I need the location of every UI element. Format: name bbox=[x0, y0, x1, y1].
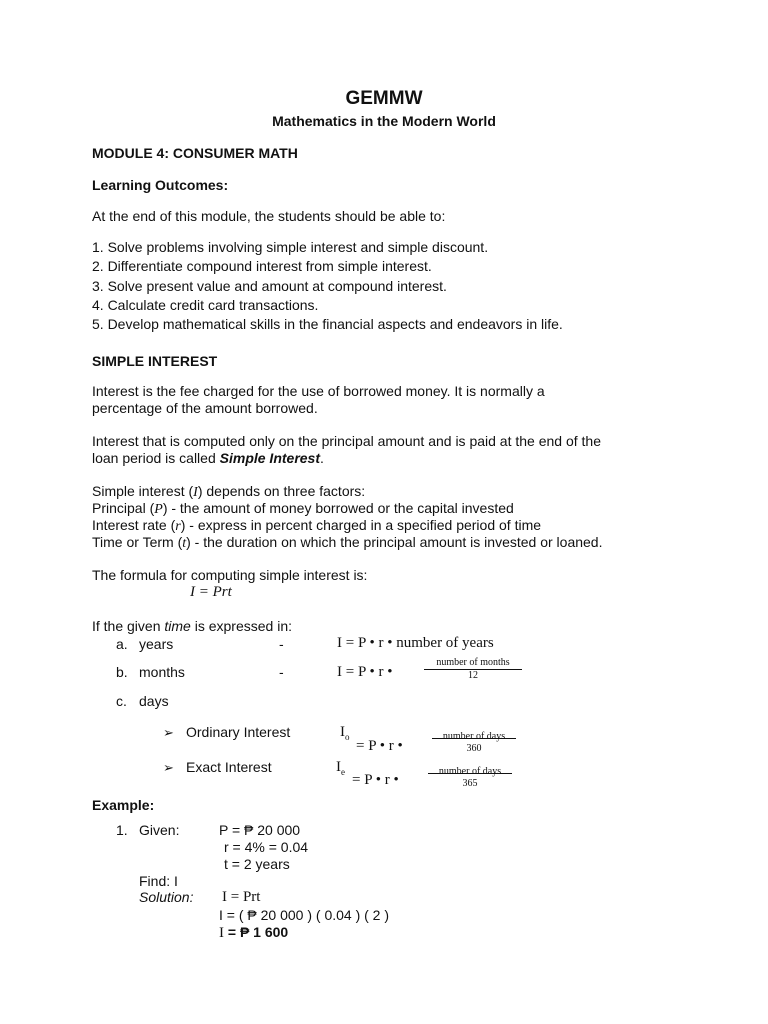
case-label: c. bbox=[116, 693, 127, 709]
outcome-item: 4. Calculate credit card transactions. bbox=[92, 297, 319, 313]
case-text: years bbox=[139, 636, 174, 652]
text-fragment: If the given bbox=[92, 618, 165, 634]
text-fragment: Interest rate ( bbox=[92, 517, 176, 533]
section-heading: SIMPLE INTEREST bbox=[92, 353, 218, 369]
symbol-subscript: e bbox=[341, 767, 345, 777]
document-subtitle: Mathematics in the Modern World bbox=[272, 113, 496, 129]
module-heading: MODULE 4: CONSUMER MATH bbox=[92, 145, 298, 161]
case-text: days bbox=[139, 693, 169, 709]
exact-interest-symbol bbox=[336, 759, 345, 781]
case-dash: - bbox=[279, 664, 284, 680]
time-intro bbox=[92, 618, 292, 635]
outcomes-heading: Learning Outcomes: bbox=[92, 177, 229, 193]
text-fragment: Simple interest ( bbox=[92, 483, 194, 499]
solution-step: I = Prt bbox=[222, 889, 261, 905]
answer-symbol: I bbox=[219, 925, 224, 941]
text-fragment: ) - the duration on which the principal amount is invested or loaned. bbox=[186, 534, 603, 550]
text-fragment: loan period is called bbox=[92, 450, 220, 466]
factor-line bbox=[92, 500, 514, 518]
math-variable: P bbox=[154, 502, 163, 517]
emphasis-term: Simple Interest bbox=[219, 450, 321, 466]
symbol-letter: I bbox=[336, 759, 341, 775]
months-fraction bbox=[424, 657, 522, 682]
fraction-denominator: 365 bbox=[462, 778, 478, 789]
ordinary-fraction bbox=[432, 731, 516, 755]
fraction-numerator: number of days bbox=[438, 766, 502, 777]
symbol-letter: I bbox=[340, 724, 345, 740]
exact-fraction bbox=[428, 766, 512, 790]
example-heading: Example: bbox=[92, 797, 155, 813]
answer-value: = ₱ 1 600 bbox=[227, 924, 289, 940]
solution-step: I = ( ₱ 20 000 ) ( 0.04 ) ( 2 ) bbox=[219, 907, 390, 923]
paragraph-line: percentage of the amount borrowed. bbox=[92, 400, 318, 416]
fraction-numerator: number of months bbox=[436, 657, 510, 668]
fraction-denominator: 360 bbox=[466, 743, 482, 754]
outcome-item: 2. Differentiate compound interest from simple interest. bbox=[92, 258, 432, 274]
math-variable: t bbox=[182, 536, 187, 551]
solution-label: Solution: bbox=[139, 889, 194, 905]
text-fragment: Time or Term ( bbox=[92, 534, 183, 550]
text-fragment: ) - the amount of money borrowed or the capital invested bbox=[162, 500, 514, 516]
simple-interest-formula: I = Prt bbox=[190, 584, 232, 600]
example-number: 1. bbox=[116, 822, 128, 838]
exact-interest-formula: = P • r • bbox=[352, 772, 399, 788]
text-fragment: ) - express in percent charged in a specified period of time bbox=[180, 517, 542, 533]
formula-intro: The formula for computing simple interest is: bbox=[92, 567, 368, 583]
outcomes-intro: At the end of this module, the students should be able to: bbox=[92, 208, 446, 224]
factors-intro bbox=[92, 483, 365, 501]
outcome-item: 1. Solve problems involving simple interest and simple discount. bbox=[92, 239, 489, 255]
given-value: t = 2 years bbox=[224, 856, 290, 872]
case-text: months bbox=[139, 664, 185, 680]
math-variable: I bbox=[193, 485, 198, 500]
arrow-bullet-icon: ➢ bbox=[163, 760, 174, 775]
given-value: r = 4% = 0.04 bbox=[224, 839, 309, 855]
text-fragment: is expressed in: bbox=[190, 618, 293, 634]
arrow-bullet-icon: ➢ bbox=[163, 725, 174, 740]
given-label: Given: bbox=[139, 822, 180, 838]
text-fragment: Principal ( bbox=[92, 500, 155, 516]
factor-line bbox=[92, 517, 541, 535]
find-line: Find: I bbox=[139, 873, 178, 889]
case-label: b. bbox=[116, 664, 128, 680]
paragraph-line: Interest that is computed only on the principal amount and is paid at the end of the bbox=[92, 433, 601, 449]
symbol-subscript: o bbox=[345, 732, 350, 742]
ordinary-interest-label: Ordinary Interest bbox=[186, 724, 291, 740]
factor-line bbox=[92, 534, 602, 552]
paragraph-line: Interest is the fee charged for the use of borrowed money. It is normally a bbox=[92, 383, 545, 399]
case-label: a. bbox=[116, 636, 128, 652]
outcome-item: 3. Solve present value and amount at compound interest. bbox=[92, 278, 447, 294]
paragraph-line bbox=[92, 450, 324, 467]
ordinary-interest-formula: = P • r • bbox=[356, 738, 403, 754]
exact-interest-label: Exact Interest bbox=[186, 759, 272, 775]
ordinary-interest-symbol bbox=[340, 724, 350, 746]
emphasis-term: time bbox=[164, 618, 191, 634]
outcome-item: 5. Develop mathematical skills in the financial aspects and endeavors in life. bbox=[92, 316, 563, 332]
document-title: GEMMW bbox=[345, 88, 423, 109]
solution-answer bbox=[219, 924, 288, 942]
fraction-denominator: 12 bbox=[468, 670, 478, 681]
case-dash: - bbox=[279, 636, 284, 652]
months-formula: I = P • r • bbox=[337, 664, 393, 680]
years-formula: I = P • r • number of years bbox=[337, 635, 494, 651]
text-fragment: . bbox=[320, 450, 324, 466]
math-variable: r bbox=[175, 519, 181, 534]
given-value: P = ₱ 20 000 bbox=[219, 822, 301, 838]
fraction-numerator: number of days bbox=[442, 731, 506, 742]
text-fragment: ) depends on three factors: bbox=[197, 483, 366, 499]
